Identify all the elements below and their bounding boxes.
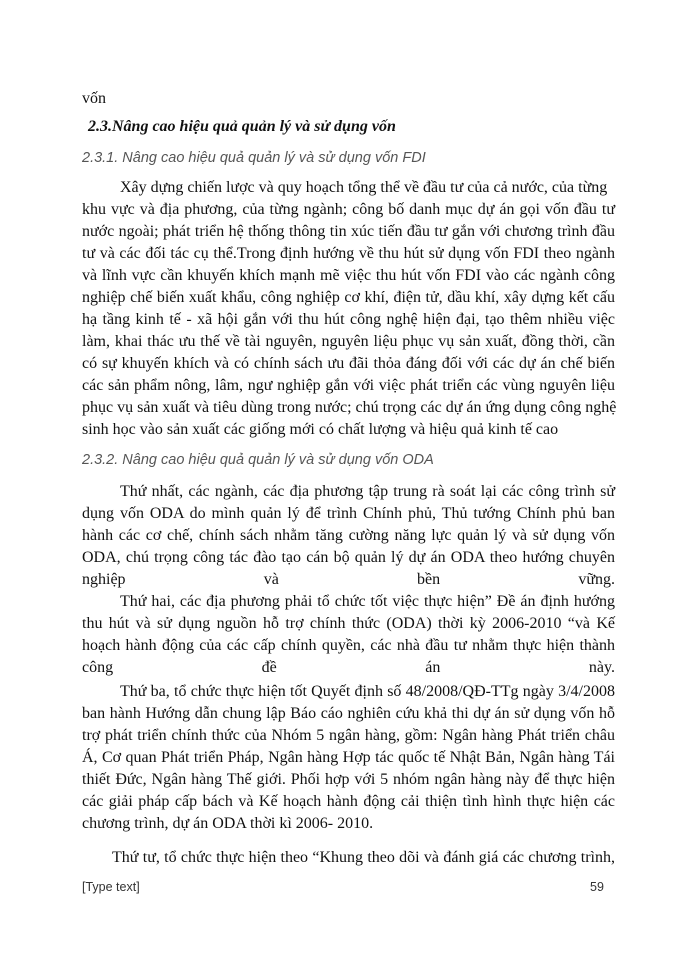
para-oda-1-line: Thứ nhất, các ngành, các địa phương tập trung rà soát lại các công trình sử xyxy=(120,483,615,500)
para-fdi-line: có sự khuyến khích và có chính sách ưu đãi thỏa đáng đối với các dự án chế biến xyxy=(82,355,615,372)
page-number: 59 xyxy=(590,880,604,894)
para-oda-2-line: công đề án này. xyxy=(82,659,615,676)
para-oda-1-line: nghiệp và bền vững. xyxy=(82,571,615,588)
heading-2-3-2: 2.3.2. Nâng cao hiệu quả quản lý và sử dụng vốn ODA xyxy=(82,452,434,468)
para-fdi-line: sinh học vào sản xuất các giống mới có chất lượng và hiệu quả kinh tế cao xyxy=(82,421,559,438)
para-oda-3-line: trợ phát triển chính thức của Nhóm 5 ngân hàng, gồm: Ngân hàng Phát triển châu xyxy=(82,727,615,744)
heading-2-3: 2.3.Nâng cao hiệu quả quản lý và sử dụng vốn xyxy=(88,118,396,135)
para-oda-1-line: dụng vốn ODA do mình quản lý để trình Chính phủ, Thủ tướng Chính phủ ban xyxy=(82,505,615,522)
top-fragment: vốn xyxy=(82,90,106,107)
para-oda-3-line: thiết Đức, Ngân hàng Thế giới. Phối hợp với 5 nhóm ngân hàng này để thực hiện xyxy=(82,771,615,788)
para-fdi-line: Xây dựng chiến lược và quy hoạch tổng thể về đầu tư của cả nước, của từng xyxy=(120,179,608,196)
para-oda-3-line: ban hành Hướng dẫn chung lập Báo cáo nghiên cứu khả thi dự án sử dụng vốn hỗ xyxy=(82,705,615,722)
para-oda-1-line: hành các cơ chế, chính sách nhằm tăng cường năng lực quản lý và sử dụng vốn xyxy=(82,527,615,544)
para-oda-3-line: Thứ ba, tổ chức thực hiện tốt Quyết định số 48/2008/QĐ-TTg ngày 3/4/2008 xyxy=(120,683,615,700)
para-oda-4-line: Thứ tư, tổ chức thực hiện theo “Khung theo dõi và đánh giá các chương trình, xyxy=(112,849,615,866)
footer-type-text: [Type text] xyxy=(82,880,140,894)
para-fdi-line: khu vực và địa phương, của từng ngành; công bố danh mục dự án gọi vốn đầu tư xyxy=(82,201,615,218)
para-fdi-line: nước ngoài; phát triển hệ thống thông tin xúc tiến đầu tư gắn với chương trình đầu xyxy=(82,223,615,240)
para-oda-3-line: các giải pháp cấp bách và Kế hoạch hành động cải thiện tình hình thực hiện các xyxy=(82,793,615,810)
para-fdi-line: các sản phẩm nông, lâm, ngư nghiệp gắn với việc phát triển các vùng nguyên liệu xyxy=(82,377,615,394)
para-oda-1-line: ODA, chú trọng công tác đào tạo cán bộ quản lý dự án ODA theo hướng chuyên xyxy=(82,549,615,566)
para-fdi-line: làm, khai thác ưu thế về tài nguyên, nguyên liệu phục vụ sản xuất, đồng thời, cần xyxy=(82,333,615,350)
para-fdi-line: hạ tầng kinh tế - xã hội gắn với thu hút công nghệ hiện đại, tạo thêm nhiều việc xyxy=(82,311,615,328)
para-fdi-line: và lĩnh vực cần khuyến khích mạnh mẽ việc thu hút vốn FDI vào các ngành công xyxy=(82,267,615,284)
para-oda-2-line: hoạch hành động của các cấp chính quyền, các nhà đầu tư nhằm thực hiện thành xyxy=(82,637,615,654)
heading-2-3-1: 2.3.1. Nâng cao hiệu quả quản lý và sử dụng vốn FDI xyxy=(82,150,426,166)
para-oda-2-line: Thứ hai, các địa phương phải tổ chức tốt việc thực hiện” Đề án định hướng xyxy=(120,593,615,610)
para-fdi-line: nghiệp chế biến xuất khẩu, công nghiệp cơ khí, điện tử, dầu khí, xây dựng kết cấu xyxy=(82,289,615,306)
para-fdi-line: tư và các đối tác cụ thể.Trong định hướng về thu hút sử dụng vốn FDI theo ngành xyxy=(82,245,615,262)
para-fdi-line: phục vụ sản xuất và tiêu dùng trong nước; chú trọng các dự án ứng dụng công nghệ xyxy=(82,399,617,416)
para-oda-2-line: thu hút và sử dụng nguồn hỗ trợ chính thức (ODA) thời kỳ 2006-2010 “và Kế xyxy=(82,615,615,632)
para-oda-3-line: Á, Cơ quan Phát triển Pháp, Ngân hàng Hợp tác quốc tế Nhật Bản, Ngân hàng Tái xyxy=(82,749,615,766)
para-oda-3-line: chương trình, dự án ODA thời kì 2006- 2010. xyxy=(82,815,374,832)
